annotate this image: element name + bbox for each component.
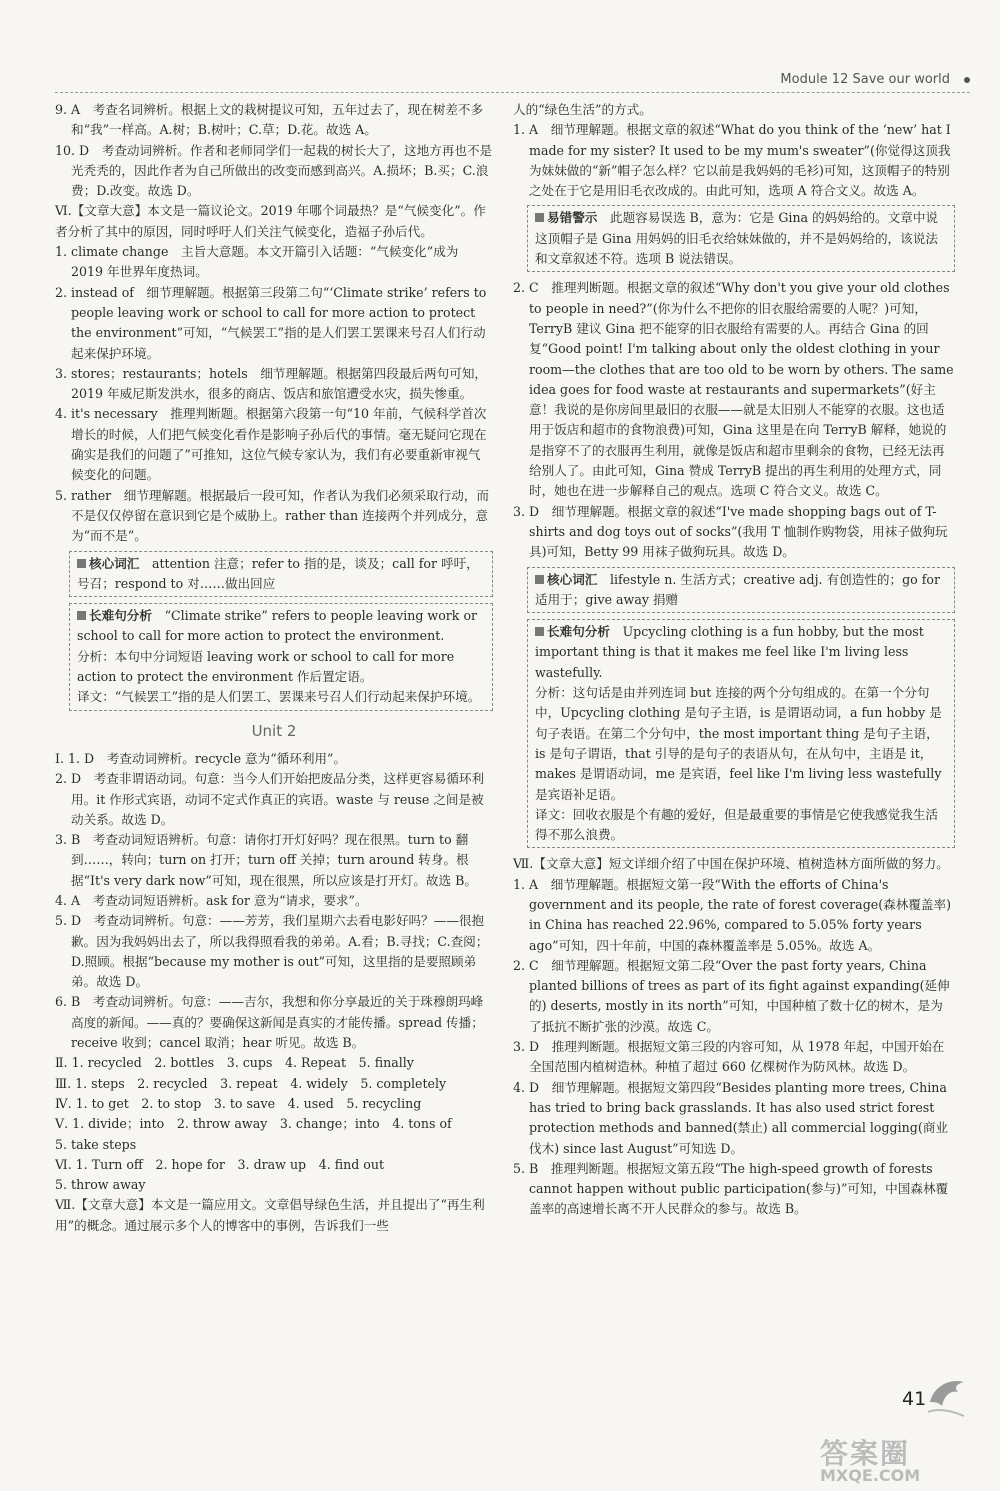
answer-item: 4. D 细节理解题。根据短文第四段“Besides planting more trees, China has tried to bring back grasslands. It has also used strict forest protection methods and banned(禁止) all commercial logging(商业伐木) since last August”可知选 D。 bbox=[513, 1079, 948, 1156]
answer-item: 4. A 考查动词短语辨析。ask for 意为“请求，要求”。 bbox=[55, 892, 368, 908]
right-answers-part3 bbox=[513, 854, 955, 1219]
vocab-box-right bbox=[527, 567, 955, 614]
box-tag: 易错警示 bbox=[547, 210, 598, 226]
answer-item: 9. A 考查名词辨析。根据上文的栽树提议可知，五年过去了，现在树差不多和“我”一样高。A.树；B.树叶；C.草；D.花。故选 A。 bbox=[55, 102, 484, 138]
answer-item: 2. instead of 细节理解题。根据第三段第二句“‘Climate strike’ refers to people leaving work or school to call for more action to protect the environment”可知，“气候罢工”指的是人们罢工罢课来号召人们行动起来保护环境。 bbox=[55, 284, 487, 361]
sentence-analysis-box-right bbox=[527, 619, 955, 848]
box-text: 此题容易误选 B，意为：它是 Gina 的妈妈给的。文章中说这顶帽子是 Gina 用妈妈的旧毛衣给妹妹做的，并不是妈妈给的，该说法和文章叙述不符。选项 B 说法错误。 bbox=[535, 210, 939, 267]
box-line: “Climate strike” refers to people leaving work or school to call for more action to protect the environment. bbox=[77, 608, 478, 644]
answer-item: 5. B 推理判断题。根据短文第五段“The high-speed growth of forests cannot happen without public participation(参与)”可知，中国森林覆盖率的高速增长离不开人民群众的参与。故选 B。 bbox=[513, 1160, 949, 1217]
box-line: Upcycling clothing is a fun hobby, but the most important thing is that it makes me feel like I'm living less wastefully. bbox=[535, 624, 924, 680]
left-column bbox=[55, 100, 493, 1236]
right-answers-part2 bbox=[513, 278, 955, 562]
section-summary: Ⅵ.【文章大意】本文是一篇议论文。2019 年哪个词最热？是“气候变化”。作者分析了其中的原因，同时呼吁人们关注气候变化，造福子孙后代。 bbox=[55, 203, 486, 239]
box-tag: 核心词汇 bbox=[89, 555, 140, 571]
box-text: attention 注意；refer to 指的是，谈及；call for 呼吁，号召；respond to 对……做出回应 bbox=[77, 555, 479, 591]
right-answers-part1 bbox=[513, 100, 955, 201]
answer-item: 6. B 考查动词辨析。句意：——吉尔，我想和你分享最近的关于珠穆朗玛峰高度的新闻。——真的？要确保这新闻是真实的才能传播。spread 传播；receive 收到；cancel 取消；hear 听见。故选 B。 bbox=[55, 994, 484, 1051]
box-marker-icon bbox=[77, 559, 86, 568]
box-marker-icon bbox=[535, 627, 544, 636]
box-text: lifestyle n. 生活方式；creative adj. 有创造性的；go for 适用于；give away 捐赠 bbox=[535, 571, 940, 607]
page-header bbox=[55, 68, 970, 93]
answer-item: 5. rather 细节理解题。根据最后一段可知，作者认为我们必须采取行动，而不是仅仅停留在意识到它是个威胁上。rather than 连接两个并列成分，意为“而不是”。 bbox=[55, 487, 490, 544]
answer-item: 1. climate change 主旨大意题。本文开篇引入话题：“气候变化”成为 2019 年世界年度热词。 bbox=[55, 244, 459, 280]
box-line: 译文：“气候罢工”指的是人们罢工、罢课来号召人们行动起来保护环境。 bbox=[77, 689, 481, 705]
left-answers-part2 bbox=[55, 749, 493, 1236]
answer-item: 2. D 考查非谓语动词。句意：当今人们开始把废品分类，这样更容易循环利用。it 作形式宾语，动词不定式作真正的宾语。waste 与 reuse 之间是被动关系。故选 D。 bbox=[55, 771, 485, 827]
module-title: Module 12 Save our world bbox=[780, 72, 950, 87]
box-marker-icon bbox=[535, 575, 544, 584]
page-number: 41 bbox=[902, 1388, 927, 1410]
answer-item: 2. C 细节理解题。根据短文第二段“Over the past forty years, China planted billions of trees as part of its fight against expanding(延伸的) deserts, mostly in its north”可知，中国种植了数十亿的树木，是为了抵抗不断扩张的沙漠。故选 C。 bbox=[513, 957, 950, 1034]
box-line: 分析：这句话是由并列连词 but 连接的两个分句组成的。在第一个分句中，Upcycling clothing 是句子主语，is 是谓语动词，a fun hobby 是句子表语。在第二个分句中，the most important thing 是句子主语，is 是句子谓语，that 引导的是句子的表语从句，在从句中，主语是 it，makes 是谓语动词，me 是宾语，feel like I'm living less wastefully 是宾语补足语。 bbox=[535, 685, 942, 802]
answer-item: Ⅲ. 1. steps 2. recycled 3. repeat 4. widely 5. completely bbox=[55, 1075, 447, 1091]
box-marker-icon bbox=[535, 213, 544, 222]
answer-item: 5. throw away bbox=[55, 1177, 146, 1193]
answer-item: Ⅱ. 1. recycled 2. bottles 3. cups 4. Repeat 5. finally bbox=[55, 1055, 414, 1071]
answer-item: 5. D 考查动词辨析。句意：——芳芳，我们星期六去看电影好吗？——很抱歉。因为我妈妈出去了，所以我得照看我的弟弟。A.看；B.寻找；C.查阅；D.照顾。根据“because my mother is out”可知，这里指的是要照顾弟弟。故选 D。 bbox=[55, 913, 489, 990]
answer-item: Ⅵ. 1. Turn off 2. hope for 3. draw up 4. find out bbox=[55, 1156, 385, 1172]
box-tag: 长难句分析 bbox=[89, 608, 152, 624]
box-line: 分析：本句中分词短语 leaving work or school to call for more action to protect the environment 作后置定语。 bbox=[77, 648, 455, 685]
answer-item: 10. D 考查动词辨析。作者和老师同学们一起栽的树长大了，这地方再也不是光秃秃的，因此作者为自己所做出的改变而感到高兴。A.损坏；B.买；C.浪费；D.改变。故选 D。 bbox=[55, 142, 493, 199]
box-tag: 长难句分析 bbox=[547, 624, 610, 640]
watermark-url: MXQE.COM bbox=[820, 1466, 921, 1485]
answer-item: Ⅴ. 1. divide；into 2. throw away 3. change；into 4. tons of bbox=[55, 1116, 452, 1132]
error-warning-box bbox=[527, 205, 955, 272]
section-summary: Ⅶ.【文章大意】短文详细介绍了中国在保护环境、植树造林方面所做的努力。 bbox=[513, 856, 949, 872]
answer-item: 1. A 细节理解题。根据短文第一段“With the efforts of China's government and its people, the rate of forest coverage(森林覆盖率) in China has reached 22.96%, compared to 5.05% forty years ago”可知，四十年前，中国的森林覆盖率是 5.05%。故选 A。 bbox=[513, 876, 952, 953]
answer-item: 4. it's necessary 推理判断题。根据第六段第一句“10 年前，气候科学首次增长的时候，人们把气候变化看作是影响子孙后代的事情。毫无疑问它现在确实是我们的问题了”可推知，这位气候专家认为，我们有必要重新审视气候变化的问题。 bbox=[55, 406, 487, 483]
box-marker-icon bbox=[77, 611, 86, 620]
box-line: 译文：回收衣服是个有趣的爱好，但是最重要的事情是它使我感觉我生活得不那么浪费。 bbox=[535, 806, 938, 843]
answer-item: 5. take steps bbox=[55, 1136, 137, 1152]
dolphin-logo-icon bbox=[924, 1372, 968, 1422]
watermark bbox=[820, 1432, 970, 1485]
header-dot-icon bbox=[964, 77, 970, 83]
box-tag: 核心词汇 bbox=[547, 571, 598, 587]
section-summary: Ⅶ.【文章大意】本文是一篇应用文。文章倡导绿色生活，并且提出了“再生利用”的概念。通过展示多个人的博客中的事例，告诉我们一些 bbox=[55, 1197, 485, 1233]
right-column bbox=[513, 100, 955, 1220]
answer-item: 3. D 推理判断题。根据短文第三段的内容可知，从 1978 年起，中国开始在全国范围内植树造林。种植了超过 660 亿棵树作为防风林。故选 D。 bbox=[513, 1039, 945, 1075]
answer-item: 2. C 推理判断题。根据文章的叙述“Why don't you give your old clothes to people in need?”(你为什么不把你的旧衣服给需要的人呢？)可知，TerryB 建议 Gina 把不能穿的旧衣服给有需要的人。再结合 Gina 的回复“Good point! I'm talking about only the oldest clothing in your room—the clothes that are too old to be worn by others. The same idea goes for food waste at restaurants and supermarkets”(好主意！我说的是你房间里最旧的衣服——就是太旧别人不能穿的衣服。这也适用于饭店和超市的食物浪费)可知，Gina 这里是在向 TerryB 解释，她说的是指穿不了的衣服再生利用，就像是饭店和超市里剩余的食物，已经无法再给别人了。由此可知，Gina 赞成 TerryB 提出的再生利用的处理方式，同时，她也在进一步解释自己的观点。选项 C 符合文义。故选 C。 bbox=[513, 280, 954, 499]
answer-item: Ⅰ. 1. D 考查动词辨析。recycle 意为“循环利用”。 bbox=[55, 750, 347, 766]
answer-item: 1. A 细节理解题。根据文章的叙述“What do you think of the ‘new’ hat I made for my sister? It used to be my mum's sweater”(你觉得这顶我为妹妹做的“新”帽子怎么样？它以前是我妈妈的毛衫)可知，这顶帽子的特别之处在于它是用旧毛衣改成的。由此可知，选项 A 符合文义。故选 A。 bbox=[513, 122, 951, 199]
left-answers-part1 bbox=[55, 100, 493, 547]
answer-item: 3. stores；restaurants；hotels 细节理解题。根据第四段最后两句可知，2019 年威尼斯发洪水，很多的商店、饭店和旅馆遭受水灾，损失惨重。 bbox=[55, 365, 488, 402]
sentence-analysis-box-left bbox=[69, 603, 493, 710]
answer-item: Ⅳ. 1. to get 2. to stop 3. to save 4. used 5. recycling bbox=[55, 1095, 422, 1111]
answer-item: 人的“绿色生活”的方式。 bbox=[513, 102, 652, 117]
unit-title: Unit 2 bbox=[251, 721, 297, 740]
vocab-box-left bbox=[69, 551, 493, 598]
answer-item: 3. B 考查动词短语辨析。句意：请你打开灯好吗？现在很黑。turn to 翻到……，转向；turn on 打开；turn off 关掉；turn around 转身。根据“It's very dark now”可知，现在很黑，所以应该是打开灯。故选 B。 bbox=[55, 832, 477, 888]
answer-item: 3. D 细节理解题。根据文章的叙述“I've made shopping bags out of T-shirts and dog toys out of socks”(我用 T 恤制作购物袋，用袜子做狗玩具)可知，Betty 99 用袜子做狗玩具。故选 D。 bbox=[513, 503, 948, 560]
watermark-text: 答案圈 bbox=[820, 1437, 911, 1470]
